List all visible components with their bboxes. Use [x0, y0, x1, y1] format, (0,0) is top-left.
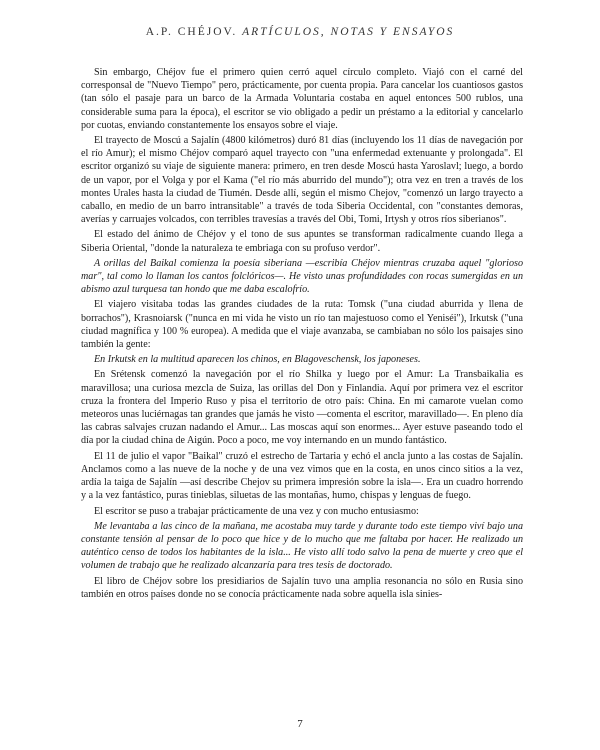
header-author: A.P. CHÉJOV.	[145, 26, 238, 38]
header-title: ARTÍCULOS, NOTAS Y ENSAYOS	[242, 26, 455, 38]
paragraph: En Srétensk comenzó la navegación por el río Shilka y luego por el Amur: La Transbaikalia es maravillosa; una curiosa mezcla de Suiza, las orillas del Don y Finlandia. Aquí por primera vez el escritor cruza la frontera del Imperio Ruso y pisa el territorio de otro país: China. En mi camarote vuelan como meteoros unas luciérnagas tan grandes que jamás he visto —comenta el escritor, maravillado—. En pleno día las cabras salvajes cruzan nadando el Amur... Las moscas aquí son enormes... Ayer estuve paseando todo el día por la ciudad china de Aigún. Poco a poco, me voy internando en un mundo fantástico.	[81, 369, 523, 447]
paragraph: El 11 de julio el vapor "Baikal" cruzó el estrecho de Tartaria y echó el ancla junto a las costas de Sajalín. Anclamos como a las nueve de la noche y de una vez vimos que en la costa, en unos cinco sitios a la vez, ardía la taiga de Sajalín —así describe Chejov su primera impresión sobre la isla—. Era un cuadro horrendo y a la vez fantástico, puras tinieblas, siluetas de las montañas, humo, chispas y lenguas de fuego.	[81, 450, 523, 502]
page-number: 7	[297, 718, 303, 730]
paragraph: Sin embargo, Chéjov fue el primero quien cerró aquel círculo completo. Viajó con el carné del corresponsal de "Nuevo Tiempo" pero, prácticamente, por cuenta propia. Para cancelar los cuantiosos gastos (tan sólo el pasaje para un barco de la Armada Voluntaria costaba en aquel entonces 500 rublos, una considerable suma para la época), el escritor se vio obligado a pedir un préstamo a la editorial y cancelarlo por cuotas, enviando constantemente los ensayos sobre el viaje.	[81, 67, 523, 131]
body-text	[81, 66, 523, 603]
paragraph: En Irkutsk en la multitud aparecen los chinos, en Blagoveschensk, los japoneses.	[94, 354, 421, 366]
paragraph: El viajero visitaba todas las grandes ciudades de la ruta: Tomsk ("una ciudad aburrida y llena de borrachos"), Krasnoiarsk ("nunca en mi vida he visto un río tan majestuoso como el Yeniséi"), Irkutsk ("una ciudad magnífica y 100 % europea). A medida que el viaje avanzaba, se cambiaban no sólo los paisajes sino también la gente:	[81, 299, 523, 351]
paragraph: El trayecto de Moscú a Sajalín (4800 kilómetros) duró 81 días (incluyendo los 11 días de navegación por el río Amur); el mismo Chéjov comparó aquel trayecto con "una enfermedad extenuante y prolongada". El escritor organizó su viaje de siguiente manera: primero, en tren desde Moscú hasta Yaroslavl; luego, a bordo de un vapor, por el Volga y por el Kama ("el río más aburrido del mundo"); otra vez en tren a través de los montes Urales hasta la ciudad de Tiumén. Desde allí, según el mismo Chejov, "comenzó un largo trayecto a caballo, en medio de un barro intransitable" a través de toda Siberia Occidental, con "constantes demoras, averías y carruajes volcados, con terribles travesías a través del Obi, Tomi, Irtysh y otros ríos siberianos".	[81, 135, 523, 226]
paragraph: El libro de Chéjov sobre los presidiarios de Sajalín tuvo una amplia resonancia no sólo en Rusia sino también en otros países donde no se conocía prácticamente nada sobre aquella isla sinies-	[81, 575, 523, 600]
paragraph: Me levantaba a las cinco de la mañana, me acostaba muy tarde y durante todo este tiempo viví bajo una constante tensión al pensar de lo poco que hice y de lo mucho que me faltaba por hacer. He realizado un auténtico censo de todos los habitantes de la isla... He visto allí todo salvo la pena de muerte y creo que el volumen de trabajo que he realizado alcanzaría para tres tesis de doctorado.	[81, 520, 523, 572]
paragraph: El estado del ánimo de Chéjov y el tono de sus apuntes se transforman radicalmente cuando llega a Siberia Oriental, "donde la naturaleza te embriaga con su profuso verdor".	[81, 229, 523, 254]
running-header	[0, 26, 600, 38]
paragraph: A orillas del Baikal comienza la poesía siberiana —escribía Chéjov mientras cruzaba aquel "glorioso mar", tal como lo llaman los cantos folclóricos—. He visto unas profundidades con rocas sumergidas en un abismo azul turquesa tan hondo que me daba escalofrío.	[81, 257, 523, 296]
paragraph: El escritor se puso a trabajar prácticamente de una vez y con mucho entusiasmo:	[94, 505, 419, 517]
